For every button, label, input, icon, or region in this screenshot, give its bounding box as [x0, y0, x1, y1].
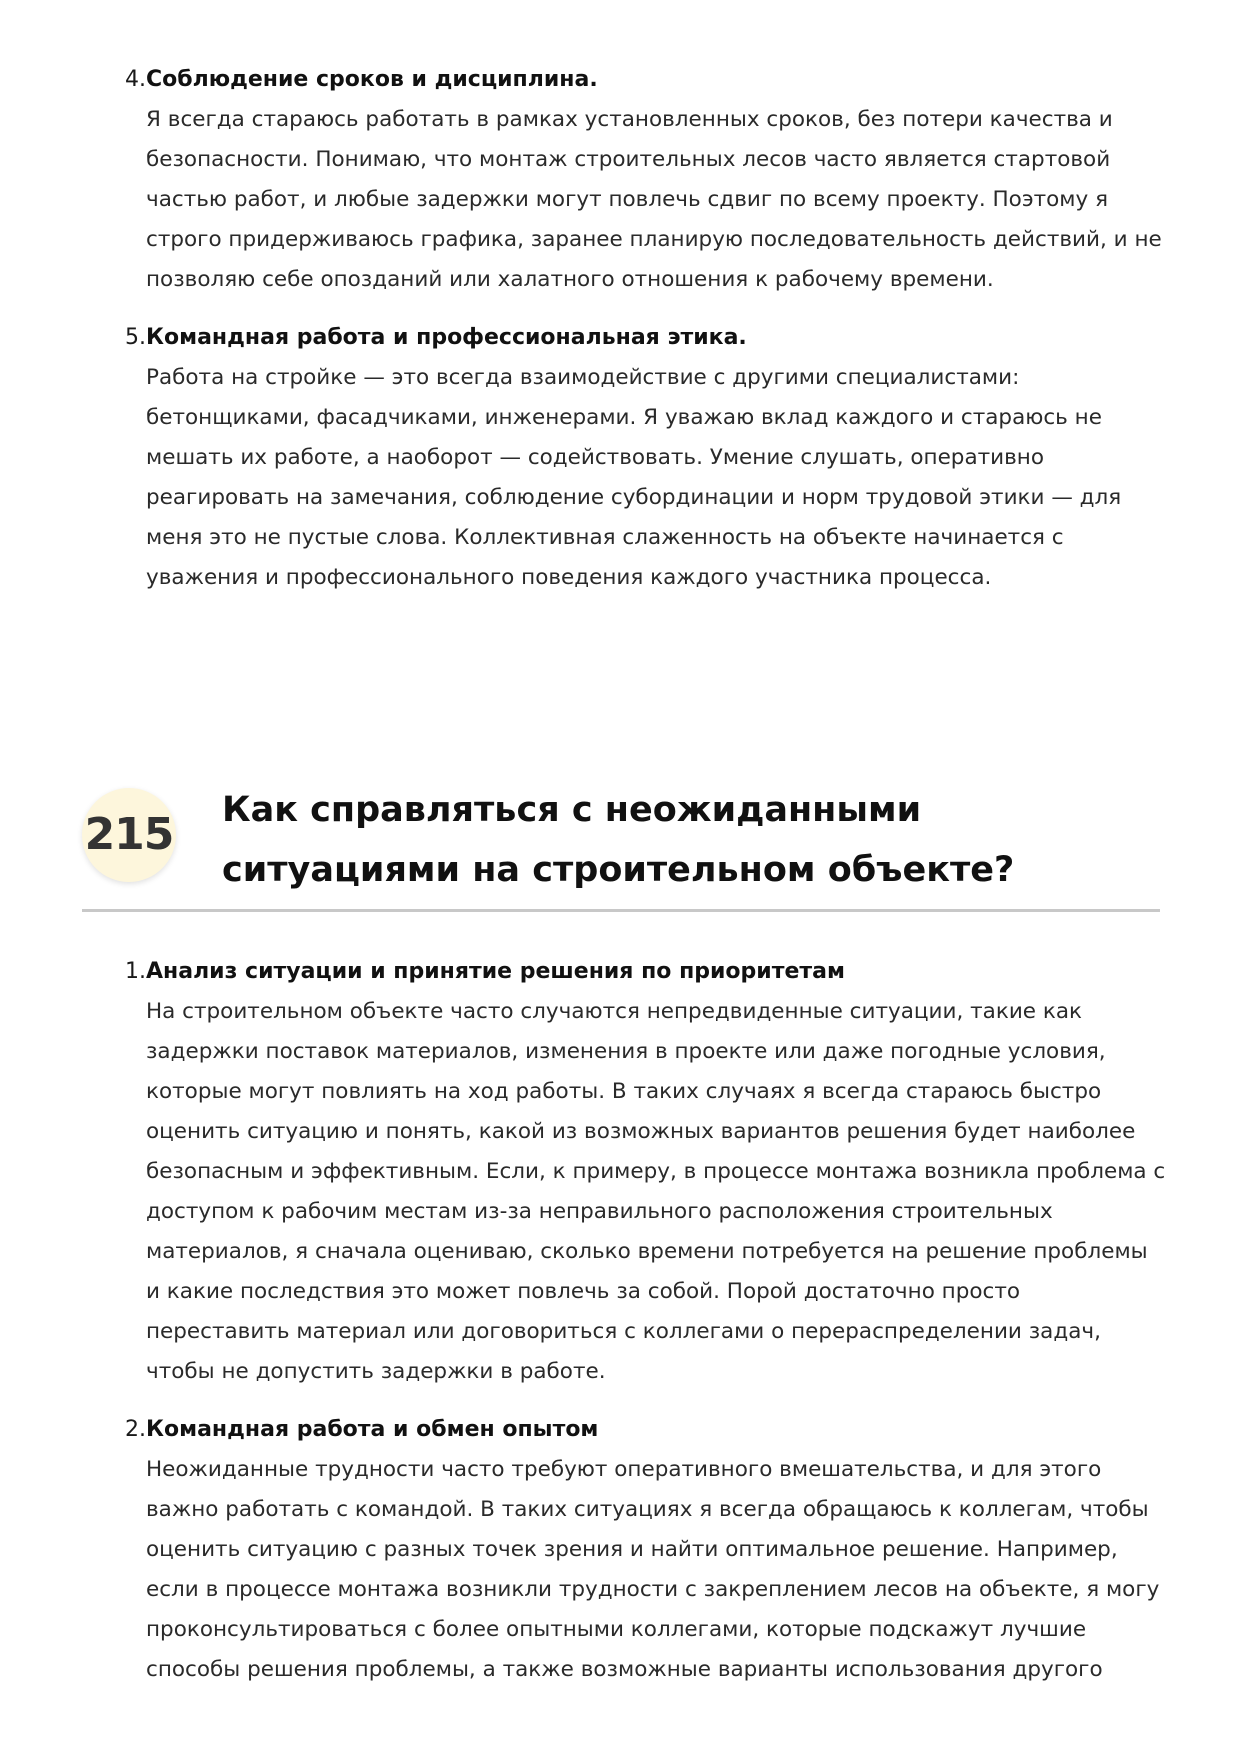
list-item-body: На строительном объекте часто случаются непредвиденные ситуации, такие как задержки поставок материалов, изменения в проекте или даже погодные условия, которые могут повлиять на ход работы. В таких случаях я всегда стараюсь быстро оценить ситуацию и понять, какой из возможных вариантов решения будет наиболее безопасным и эффективным. Если, к примеру, в процессе монтажа возникла проблема с доступом к рабочим местам из-за неправильного расположения строительных материалов, я сначала оцениваю, сколько времени потребуется на решение проблемы и какие последствия это может повлечь за собой. Порой достаточно просто переставить материал или договориться с коллегами о перераспределении задач, чтобы не допустить задержки в работе.	[146, 999, 1166, 1384]
list-item	[0, 1410, 1239, 1690]
question-header	[82, 770, 1160, 912]
question-title: Как справляться с неожиданными ситуациями на строительном объекте?	[222, 790, 1015, 890]
list-item-title: Командная работа и обмен опытом	[146, 1417, 599, 1442]
list-item-title: Анализ ситуации и принятие решения по приоритетам	[146, 959, 845, 984]
answer-list-previous	[0, 60, 1239, 616]
list-item-body: Работа на стройке — это всегда взаимодействие с другими специалистами: бетонщиками, фасадчиками, инженерами. Я уважаю вклад каждого и стараюсь не мешать их работе, а наоборот — содействовать. Умение слушать, оперативно реагировать на замечания, соблюдение субординации и норм трудовой этики — для меня это не пустые слова. Коллективная слаженность на объекте начинается с уважения и профессионального поведения каждого участника процесса.	[146, 365, 1122, 590]
list-item-body: Я всегда стараюсь работать в рамках установленных сроков, без потери качества и безопасности. Понимаю, что монтаж строительных лесов часто является стартовой частью работ, и любые задержки могут повлечь сдвиг по всему проекту. Поэтому я строго придерживаюсь графика, заранее планирую последовательность действий, и не позволяю себе опозданий или халатного отношения к рабочему времени.	[146, 107, 1162, 292]
list-item-number: 5.	[125, 325, 146, 350]
answer-list	[0, 952, 1239, 1708]
question-number: 215	[84, 809, 174, 860]
list-item-number: 2.	[125, 1417, 146, 1442]
list-item	[0, 952, 1239, 1392]
list-item	[0, 60, 1239, 300]
list-item-title: Соблюдение сроков и дисциплина.	[146, 67, 598, 92]
list-item-title: Командная работа и профессиональная этика.	[146, 325, 747, 350]
list-item	[0, 318, 1239, 598]
header-divider	[82, 909, 1160, 912]
list-item-number: 4.	[125, 67, 146, 92]
list-item-number: 1.	[125, 959, 146, 984]
list-item-body: Неожиданные трудности часто требуют оперативного вмешательства, и для этого важно работать с командой. В таких ситуациях я всегда обращаюсь к коллегам, чтобы оценить ситуацию с разных точек зрения и найти оптимальное решение. Например, если в процессе монтажа возникли трудности с закреплением лесов на объекте, я могу проконсультироваться с более опытными коллегами, которые подскажут лучшие способы решения проблемы, а также возможные варианты использования другого	[146, 1457, 1160, 1682]
